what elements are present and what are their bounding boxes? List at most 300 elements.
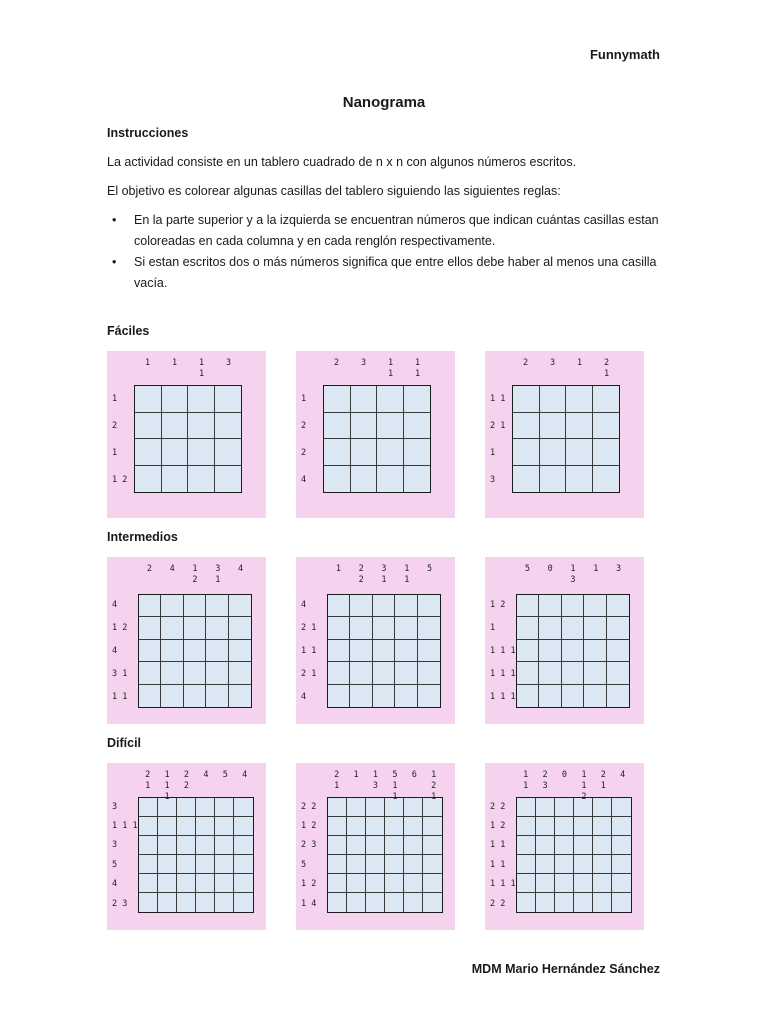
grid-cell[interactable] (593, 798, 612, 817)
grid-cell[interactable] (612, 855, 631, 874)
grid-cell[interactable] (404, 893, 423, 912)
grid-cell[interactable] (177, 836, 196, 855)
grid-cell[interactable] (593, 413, 620, 440)
grid-cell[interactable] (184, 640, 206, 662)
grid-cell[interactable] (555, 817, 574, 836)
grid-cell[interactable] (385, 874, 404, 893)
grid-cell[interactable] (324, 439, 351, 466)
grid-cell[interactable] (566, 466, 593, 493)
grid-cell[interactable] (135, 413, 162, 440)
grid-cell[interactable] (536, 874, 555, 893)
grid-cell[interactable] (328, 836, 347, 855)
grid-cell[interactable] (158, 817, 177, 836)
grid-cell[interactable] (385, 836, 404, 855)
grid-cell[interactable] (418, 685, 440, 707)
grid-cell[interactable] (366, 836, 385, 855)
grid-cell[interactable] (366, 893, 385, 912)
grid-cell[interactable] (373, 662, 395, 684)
grid-cell[interactable] (328, 685, 350, 707)
grid-cell[interactable] (139, 595, 161, 617)
grid-cell[interactable] (215, 836, 234, 855)
grid-cell[interactable] (177, 817, 196, 836)
clue-number: 1 (144, 358, 151, 368)
grid-cell[interactable] (324, 386, 351, 413)
grid-cell[interactable] (404, 855, 423, 874)
grid-cell[interactable] (540, 413, 567, 440)
grid-cell[interactable] (612, 817, 631, 836)
row-clue: 1 2 (490, 600, 506, 611)
grid-cell[interactable] (404, 466, 431, 493)
grid-cell[interactable] (196, 798, 215, 817)
grid-cell[interactable] (215, 893, 234, 912)
grid-cell[interactable] (562, 685, 584, 707)
grid-cell[interactable] (196, 855, 215, 874)
column-clue (350, 358, 377, 369)
grid-cell[interactable] (593, 466, 620, 493)
grid-cell[interactable] (184, 685, 206, 707)
grid-cell[interactable] (350, 595, 372, 617)
grid-cell[interactable] (215, 466, 242, 493)
grid-cell[interactable] (418, 595, 440, 617)
row-clue: 1 (490, 447, 496, 458)
grid-cell[interactable] (206, 595, 228, 617)
clue-number: 1 (335, 564, 341, 574)
grid-cell[interactable] (373, 595, 395, 617)
row-clue: 1 1 1 (490, 645, 516, 656)
grid-cell[interactable] (188, 439, 215, 466)
grid-cell[interactable] (555, 855, 574, 874)
grid-cell[interactable] (513, 439, 540, 466)
clue-number: 1 (581, 770, 587, 780)
grid-cell[interactable] (593, 874, 612, 893)
column-clue (512, 358, 539, 369)
grid-cell[interactable] (366, 855, 385, 874)
row-clue: 1 (301, 393, 307, 404)
grid-cell[interactable] (404, 874, 423, 893)
grid-cell[interactable] (139, 893, 158, 912)
grid-cell[interactable] (517, 617, 539, 639)
grid-cell[interactable] (385, 855, 404, 874)
grid-cell[interactable] (574, 817, 593, 836)
grid-cell[interactable] (395, 685, 417, 707)
grid-cell[interactable] (177, 874, 196, 893)
grid-cell[interactable] (328, 817, 347, 836)
grid-cell[interactable] (584, 617, 606, 639)
grid-cell[interactable] (536, 836, 555, 855)
grid-cell[interactable] (328, 855, 347, 874)
grid-cell[interactable] (517, 893, 536, 912)
grid-cell[interactable] (423, 817, 442, 836)
grid-cell[interactable] (139, 617, 161, 639)
row-clue: 2 1 (490, 420, 506, 431)
grid-cell[interactable] (593, 386, 620, 413)
column-clue (366, 770, 385, 792)
grid-cell[interactable] (574, 836, 593, 855)
grid-cell[interactable] (607, 595, 629, 617)
grid-cell[interactable] (347, 836, 366, 855)
grid-cell[interactable] (517, 855, 536, 874)
grid-cell[interactable] (423, 893, 442, 912)
grid-cell[interactable] (540, 386, 567, 413)
grid-cell[interactable] (161, 617, 183, 639)
grid-cell[interactable] (161, 640, 183, 662)
grid-cell[interactable] (184, 617, 206, 639)
grid-cell[interactable] (517, 662, 539, 684)
column-clue (327, 564, 350, 575)
column-clue (535, 770, 554, 792)
column-clue (157, 770, 176, 803)
clue-number: 1 (414, 358, 421, 368)
clue-number: 1 (581, 781, 587, 791)
grid-cell[interactable] (196, 836, 215, 855)
grid-cell[interactable] (377, 466, 404, 493)
grid-cell[interactable] (188, 413, 215, 440)
page-title: Nanograma (342, 94, 426, 111)
grid-cell[interactable] (607, 640, 629, 662)
clue-number: 1 (198, 369, 205, 379)
grid-cell[interactable] (139, 836, 158, 855)
grid-cell[interactable] (366, 817, 385, 836)
grid-cell[interactable] (517, 836, 536, 855)
grid-cell[interactable] (229, 640, 251, 662)
grid-cell[interactable] (513, 386, 540, 413)
grid-cell[interactable] (158, 836, 177, 855)
grid-cell[interactable] (593, 439, 620, 466)
clue-number: 2 (542, 770, 548, 780)
row-clue: 1 2 (490, 821, 506, 832)
grid-cell[interactable] (215, 386, 242, 413)
grid-cell[interactable] (229, 662, 251, 684)
clue-number: 2 (334, 770, 340, 780)
row-clue: 3 (112, 840, 118, 851)
grid-cell[interactable] (593, 893, 612, 912)
grid-cell[interactable] (584, 685, 606, 707)
grid-cell[interactable] (536, 817, 555, 836)
grid-cell[interactable] (536, 893, 555, 912)
grid-cell[interactable] (347, 874, 366, 893)
grid-cell[interactable] (517, 595, 539, 617)
clue-number: 1 (576, 358, 583, 368)
grid-cell[interactable] (188, 466, 215, 493)
grid-cell[interactable] (566, 413, 593, 440)
grid-cell[interactable] (215, 855, 234, 874)
grid-cell[interactable] (347, 893, 366, 912)
grid-cell[interactable] (162, 413, 189, 440)
column-clue (177, 770, 196, 792)
grid-cell[interactable] (161, 662, 183, 684)
grid-cell[interactable] (350, 662, 372, 684)
grid-cell[interactable] (418, 617, 440, 639)
clue-number: 4 (238, 564, 244, 574)
grid-cell[interactable] (574, 855, 593, 874)
row-clue: 2 1 (301, 623, 317, 634)
grid-cell[interactable] (593, 817, 612, 836)
grid-cell[interactable] (162, 439, 189, 466)
grid-cell[interactable] (555, 836, 574, 855)
grid-cell[interactable] (366, 798, 385, 817)
clue-number: 5 (392, 770, 398, 780)
grid-cell[interactable] (377, 386, 404, 413)
grid-cell[interactable] (234, 836, 253, 855)
row-clue: 1 4 (301, 898, 317, 909)
grid-cell[interactable] (350, 640, 372, 662)
grid-cell[interactable] (584, 662, 606, 684)
grid-cell[interactable] (158, 855, 177, 874)
column-clue (424, 770, 443, 803)
row-clue: 2 2 (490, 898, 506, 909)
grid-cell[interactable] (196, 893, 215, 912)
nonogram-grid (323, 385, 431, 493)
grid-cell[interactable] (513, 413, 540, 440)
clue-number: 1 (404, 575, 410, 585)
grid-cell[interactable] (351, 386, 378, 413)
row-clue: 2 2 (301, 801, 317, 812)
grid-cell[interactable] (395, 617, 417, 639)
row-clue: 3 (112, 801, 118, 812)
grid-cell[interactable] (162, 386, 189, 413)
grid-cell[interactable] (215, 798, 234, 817)
nonogram-easy-3 (485, 351, 644, 518)
grid-cell[interactable] (234, 817, 253, 836)
grid-cell[interactable] (566, 386, 593, 413)
grid-cell[interactable] (196, 874, 215, 893)
column-clue (184, 564, 207, 586)
grid-cell[interactable] (135, 466, 162, 493)
grid-cell[interactable] (139, 855, 158, 874)
grid-cell[interactable] (234, 855, 253, 874)
grid-cell[interactable] (229, 595, 251, 617)
grid-cell[interactable] (234, 798, 253, 817)
clue-number: 1 (164, 781, 170, 791)
clue-number: 2 (522, 358, 529, 368)
nonogram-medium-3 (485, 557, 644, 724)
grid-cell[interactable] (188, 386, 215, 413)
grid-cell[interactable] (539, 685, 561, 707)
grid-cell[interactable] (607, 685, 629, 707)
clue-number: 0 (547, 564, 553, 574)
grid-cell[interactable] (385, 893, 404, 912)
grid-cell[interactable] (215, 874, 234, 893)
clue-number: 2 (183, 770, 190, 780)
grid-cell[interactable] (135, 386, 162, 413)
grid-cell[interactable] (395, 662, 417, 684)
row-clue: 1 (112, 447, 118, 458)
grid-cell[interactable] (607, 662, 629, 684)
grid-cell[interactable] (612, 874, 631, 893)
grid-cell[interactable] (385, 817, 404, 836)
grid-cell[interactable] (347, 798, 366, 817)
grid-cell[interactable] (404, 798, 423, 817)
grid-cell[interactable] (177, 855, 196, 874)
grid-cell[interactable] (395, 640, 417, 662)
grid-cell[interactable] (574, 893, 593, 912)
grid-cell[interactable] (351, 413, 378, 440)
grid-cell[interactable] (584, 640, 606, 662)
grid-cell[interactable] (373, 617, 395, 639)
grid-cell[interactable] (539, 662, 561, 684)
grid-cell[interactable] (539, 640, 561, 662)
grid-cell[interactable] (351, 439, 378, 466)
grid-cell[interactable] (373, 685, 395, 707)
grid-cell[interactable] (607, 617, 629, 639)
clue-number: 2 (603, 358, 610, 368)
grid-cell[interactable] (418, 662, 440, 684)
nonogram-grid (512, 385, 620, 493)
grid-cell[interactable] (234, 893, 253, 912)
clue-number: 3 (549, 358, 556, 368)
nonogram-grid (134, 385, 242, 493)
grid-cell[interactable] (139, 874, 158, 893)
section-easy-heading: Fáciles (107, 324, 150, 338)
grid-cell[interactable] (215, 817, 234, 836)
grid-cell[interactable] (328, 595, 350, 617)
grid-cell[interactable] (135, 439, 162, 466)
grid-cell[interactable] (562, 595, 584, 617)
nonogram-hard-2 (296, 763, 455, 930)
grid-cell[interactable] (229, 617, 251, 639)
grid-cell[interactable] (328, 798, 347, 817)
grid-cell[interactable] (536, 798, 555, 817)
grid-cell[interactable] (177, 798, 196, 817)
clue-number: 1 (570, 564, 576, 574)
clue-number: 1 (215, 575, 221, 585)
grid-cell[interactable] (517, 640, 539, 662)
grid-cell[interactable] (566, 439, 593, 466)
grid-cell[interactable] (139, 662, 161, 684)
grid-cell[interactable] (328, 662, 350, 684)
grid-cell[interactable] (517, 685, 539, 707)
nonogram-grid (327, 594, 441, 708)
grid-cell[interactable] (513, 466, 540, 493)
grid-cell[interactable] (139, 817, 158, 836)
grid-cell[interactable] (377, 413, 404, 440)
grid-cell[interactable] (423, 836, 442, 855)
grid-cell[interactable] (423, 874, 442, 893)
grid-cell[interactable] (158, 893, 177, 912)
grid-cell[interactable] (555, 893, 574, 912)
grid-cell[interactable] (161, 595, 183, 617)
grid-cell[interactable] (517, 798, 536, 817)
grid-cell[interactable] (517, 817, 536, 836)
instructions-paragraph-2: El objetivo es colorear algunas casillas del tablero siguiendo las siguientes reglas: (107, 184, 561, 198)
grid-cell[interactable] (539, 595, 561, 617)
row-clue: 1 1 (112, 691, 128, 702)
grid-cell[interactable] (215, 439, 242, 466)
clue-number: 1 (603, 369, 610, 379)
clue-number: 2 (333, 358, 340, 368)
grid-cell[interactable] (404, 817, 423, 836)
grid-cell[interactable] (612, 836, 631, 855)
grid-cell[interactable] (404, 439, 431, 466)
grid-cell[interactable] (517, 874, 536, 893)
grid-cell[interactable] (177, 893, 196, 912)
grid-cell[interactable] (328, 874, 347, 893)
clue-number: 0 (561, 770, 568, 780)
grid-cell[interactable] (562, 662, 584, 684)
grid-cell[interactable] (373, 640, 395, 662)
column-clue (385, 770, 404, 803)
row-clue: 1 (490, 623, 496, 634)
column-clue (188, 358, 215, 380)
grid-cell[interactable] (196, 817, 215, 836)
grid-cell[interactable] (206, 685, 228, 707)
grid-cell[interactable] (540, 466, 567, 493)
row-clue: 1 1 (490, 859, 506, 870)
grid-cell[interactable] (539, 617, 561, 639)
grid-cell[interactable] (328, 640, 350, 662)
grid-cell[interactable] (562, 640, 584, 662)
clue-number: 1 (372, 770, 379, 780)
grid-cell[interactable] (404, 836, 423, 855)
clue-number: 3 (381, 564, 387, 574)
grid-cell[interactable] (555, 798, 574, 817)
grid-cell[interactable] (161, 685, 183, 707)
grid-cell[interactable] (229, 685, 251, 707)
grid-cell[interactable] (328, 893, 347, 912)
grid-cell[interactable] (206, 617, 228, 639)
grid-cell[interactable] (139, 685, 161, 707)
column-clue (516, 564, 539, 575)
grid-cell[interactable] (377, 439, 404, 466)
grid-cell[interactable] (593, 855, 612, 874)
grid-cell[interactable] (347, 817, 366, 836)
grid-cell[interactable] (593, 836, 612, 855)
grid-cell[interactable] (234, 874, 253, 893)
grid-cell[interactable] (423, 855, 442, 874)
grid-cell[interactable] (184, 662, 206, 684)
column-clue (574, 770, 593, 803)
grid-cell[interactable] (184, 595, 206, 617)
grid-cell[interactable] (540, 439, 567, 466)
column-clue (138, 770, 157, 792)
grid-cell[interactable] (350, 617, 372, 639)
grid-cell[interactable] (347, 855, 366, 874)
grid-cell[interactable] (324, 413, 351, 440)
grid-cell[interactable] (584, 595, 606, 617)
grid-cell[interactable] (139, 798, 158, 817)
grid-cell[interactable] (404, 386, 431, 413)
grid-cell[interactable] (328, 617, 350, 639)
grid-cell[interactable] (562, 617, 584, 639)
grid-cell[interactable] (612, 893, 631, 912)
grid-cell[interactable] (139, 640, 161, 662)
grid-cell[interactable] (612, 798, 631, 817)
grid-cell[interactable] (162, 466, 189, 493)
grid-cell[interactable] (404, 413, 431, 440)
rules-list (107, 210, 660, 294)
column-clue (161, 564, 184, 575)
grid-cell[interactable] (158, 874, 177, 893)
grid-cell[interactable] (324, 466, 351, 493)
clue-number: 1 (431, 770, 437, 780)
clue-number: 4 (203, 770, 209, 780)
clue-number: 3 (570, 575, 576, 585)
grid-cell[interactable] (351, 466, 378, 493)
grid-cell[interactable] (395, 595, 417, 617)
grid-cell[interactable] (215, 413, 242, 440)
grid-cell[interactable] (536, 855, 555, 874)
grid-cell[interactable] (418, 640, 440, 662)
grid-cell[interactable] (206, 662, 228, 684)
grid-cell[interactable] (555, 874, 574, 893)
clue-number: 4 (620, 770, 626, 780)
grid-cell[interactable] (350, 685, 372, 707)
grid-cell[interactable] (574, 874, 593, 893)
clue-number: 4 (242, 770, 248, 780)
grid-cell[interactable] (206, 640, 228, 662)
grid-cell[interactable] (366, 874, 385, 893)
column-clue (373, 564, 396, 586)
